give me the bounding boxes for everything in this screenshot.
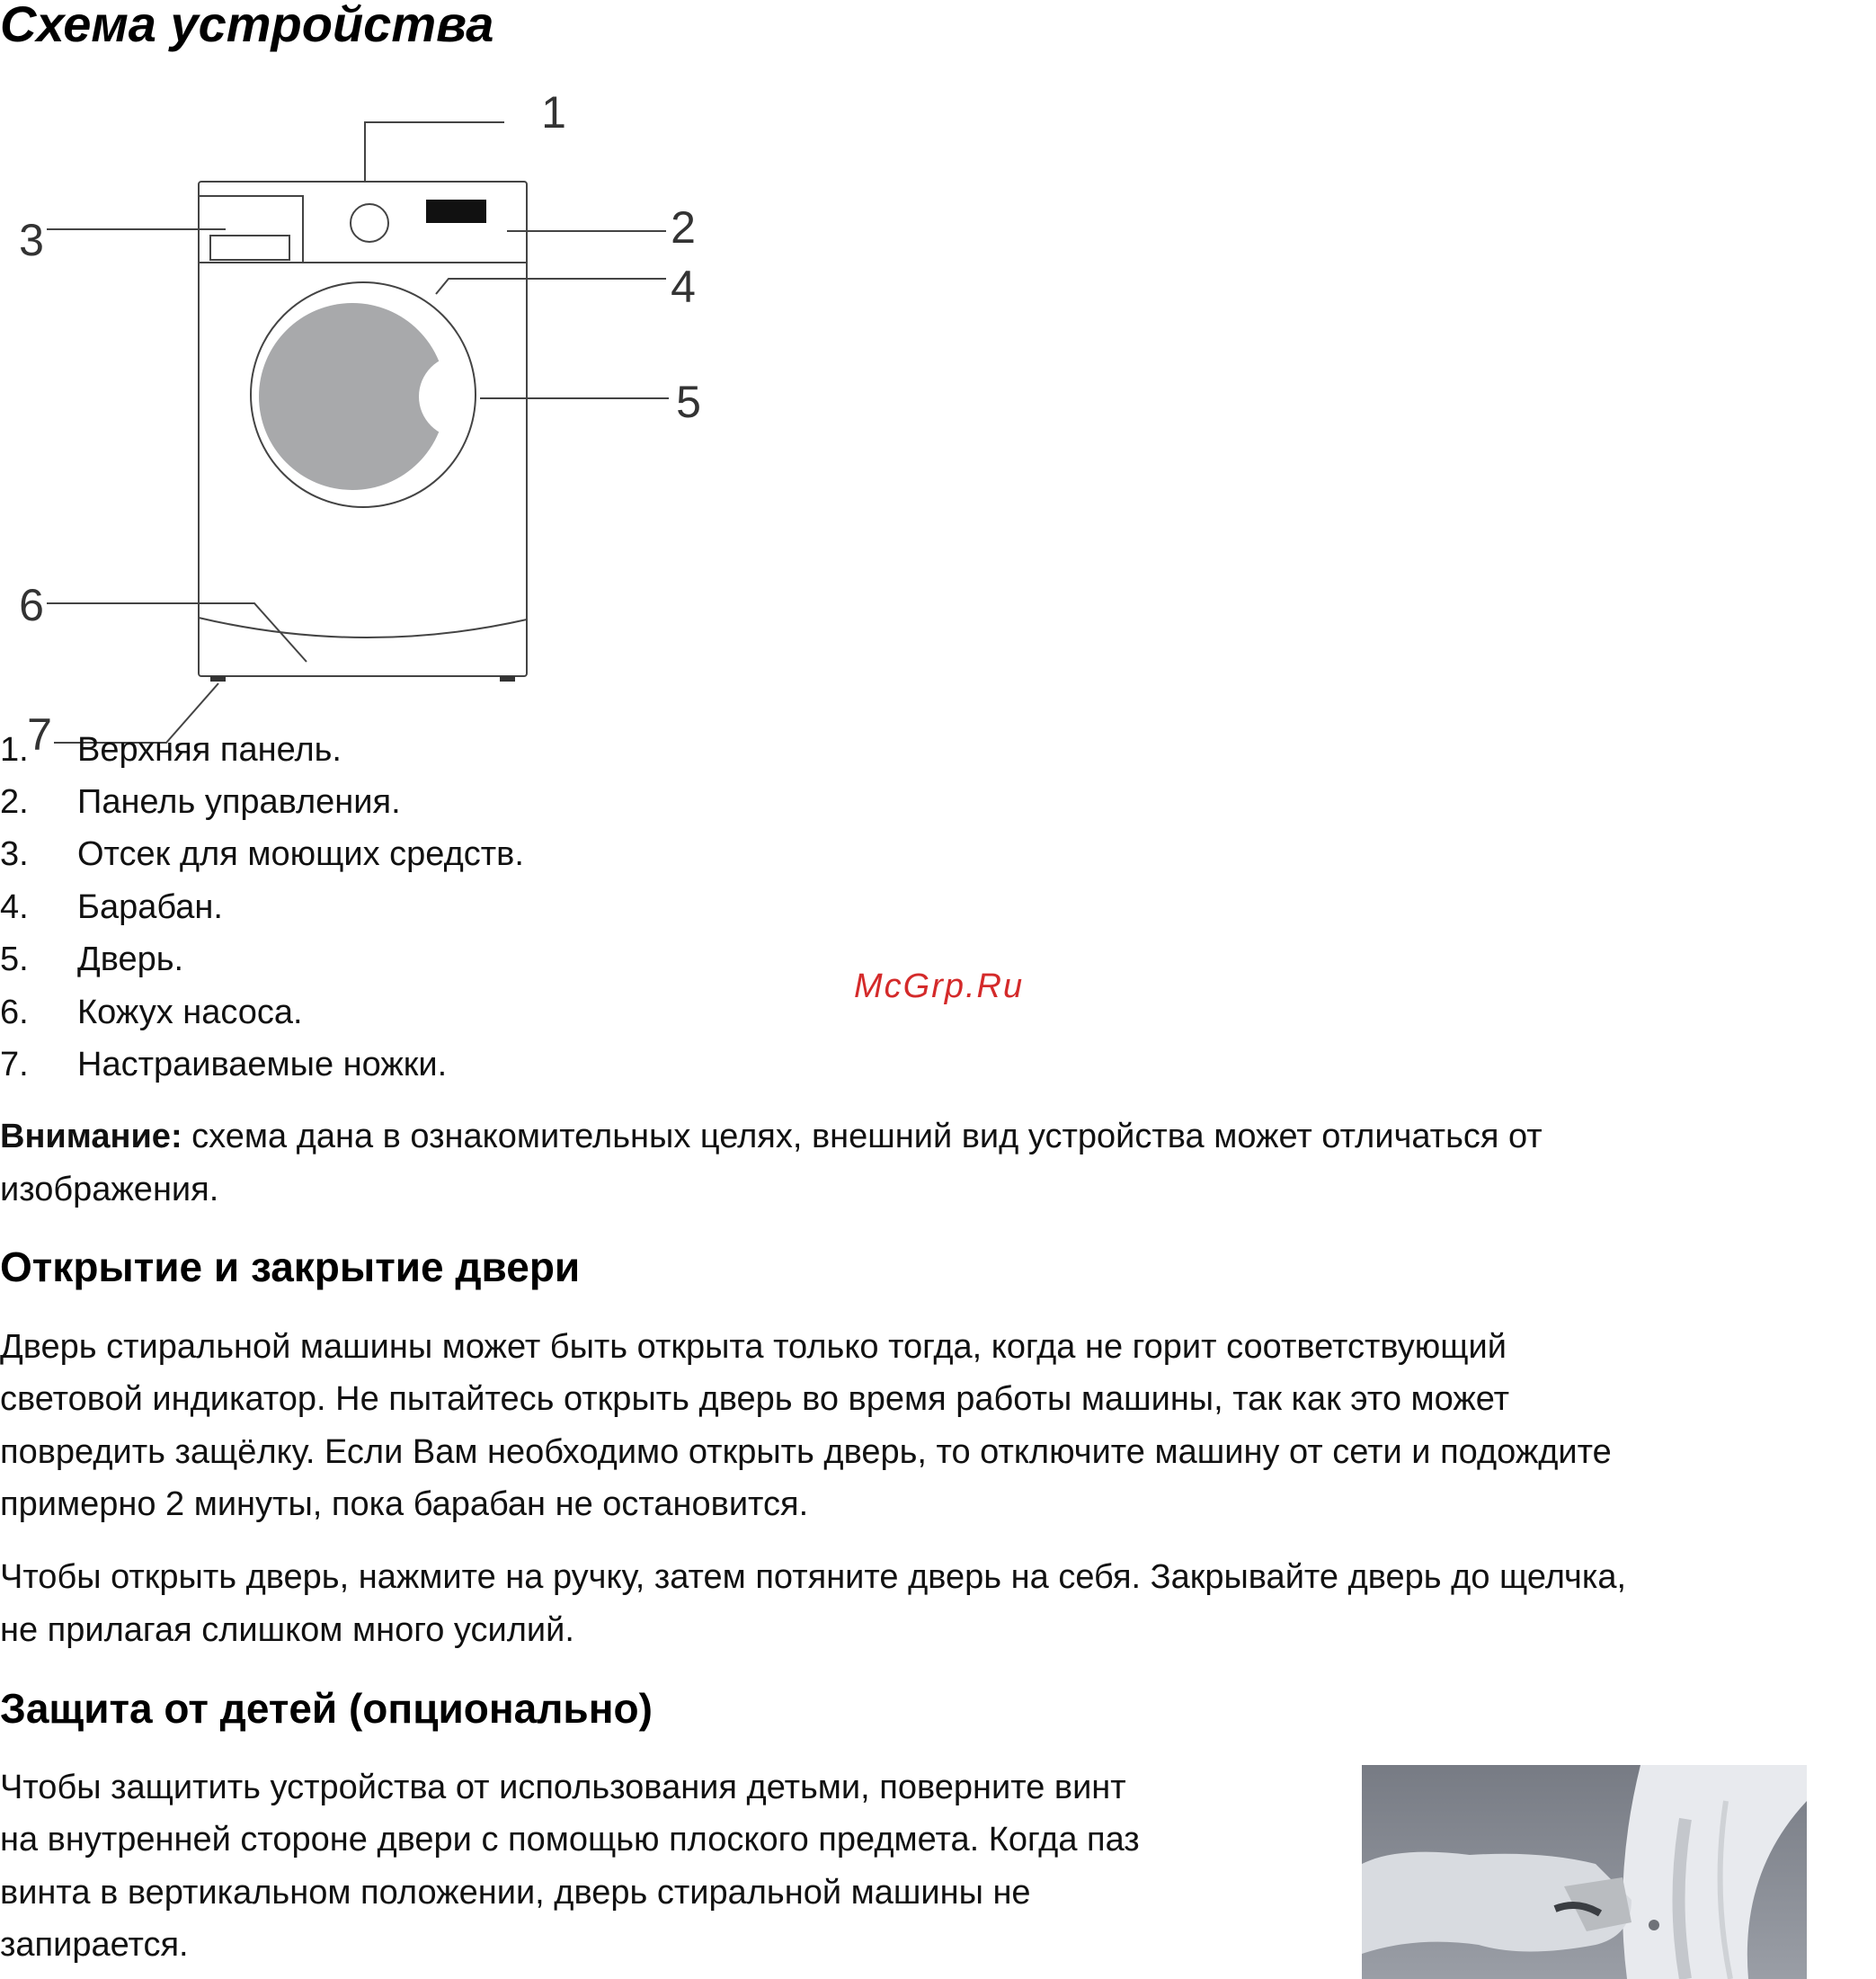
paragraph-line: не прилагая слишком много усилий. (0, 1611, 574, 1649)
attention-line: изображения. (0, 1171, 219, 1208)
paragraph-line: световой индикатор. Не пытайтесь открыть дверь во время работы машины, так как это может (0, 1380, 1510, 1418)
paragraph-line: Дверь стиральной машины может быть открыта только тогда, когда не горит соответствующий (0, 1328, 1507, 1366)
paragraph-line: запирается. (0, 1926, 189, 1964)
section-heading-child-lock: Защита от детей (опционально) (0, 1685, 653, 1732)
label-4: 4 (671, 262, 696, 312)
foot-right (500, 676, 515, 682)
washing-machine-diagram (0, 0, 764, 773)
page-title: Схема устройства (0, 0, 494, 52)
label-3: 3 (19, 215, 44, 265)
label-1: 1 (541, 87, 566, 138)
foot-left (210, 676, 226, 682)
label-2: 2 (671, 202, 696, 253)
label-5: 5 (676, 377, 701, 427)
watermark: McGrp.Ru (854, 967, 1025, 1005)
drum-window (259, 303, 446, 490)
attention-label: Внимание: (0, 1118, 182, 1155)
display (426, 200, 486, 223)
label-6: 6 (19, 580, 44, 630)
section-heading-door: Открытие и закрытие двери (0, 1244, 581, 1290)
paragraph-line: повредить защёлку. Если Вам необходимо открыть дверь, то отключите машину от сети и подождите (0, 1433, 1612, 1471)
paragraph-line: Чтобы защитить устройства от использования детьми, поверните винт (0, 1769, 1126, 1806)
child-lock-photo (1362, 1765, 1807, 1979)
paragraph-line: на внутренней стороне двери с помощью плоского предмета. Когда паз (0, 1821, 1140, 1859)
paragraph-line: Чтобы открыть дверь, нажмите на ручку, затем потяните дверь на себя. Закрывайте дверь до щелчка, (0, 1558, 1627, 1596)
paragraph-line: примерно 2 минуты, пока барабан не остановится. (0, 1485, 809, 1523)
attention-line: Внимание: схема дана в ознакомительных целях, внешний вид устройства может отличаться от (0, 1118, 1543, 1155)
paragraph-line: винта в вертикальном положении, дверь стиральной машины не (0, 1874, 1031, 1912)
label-7: 7 (27, 709, 52, 760)
